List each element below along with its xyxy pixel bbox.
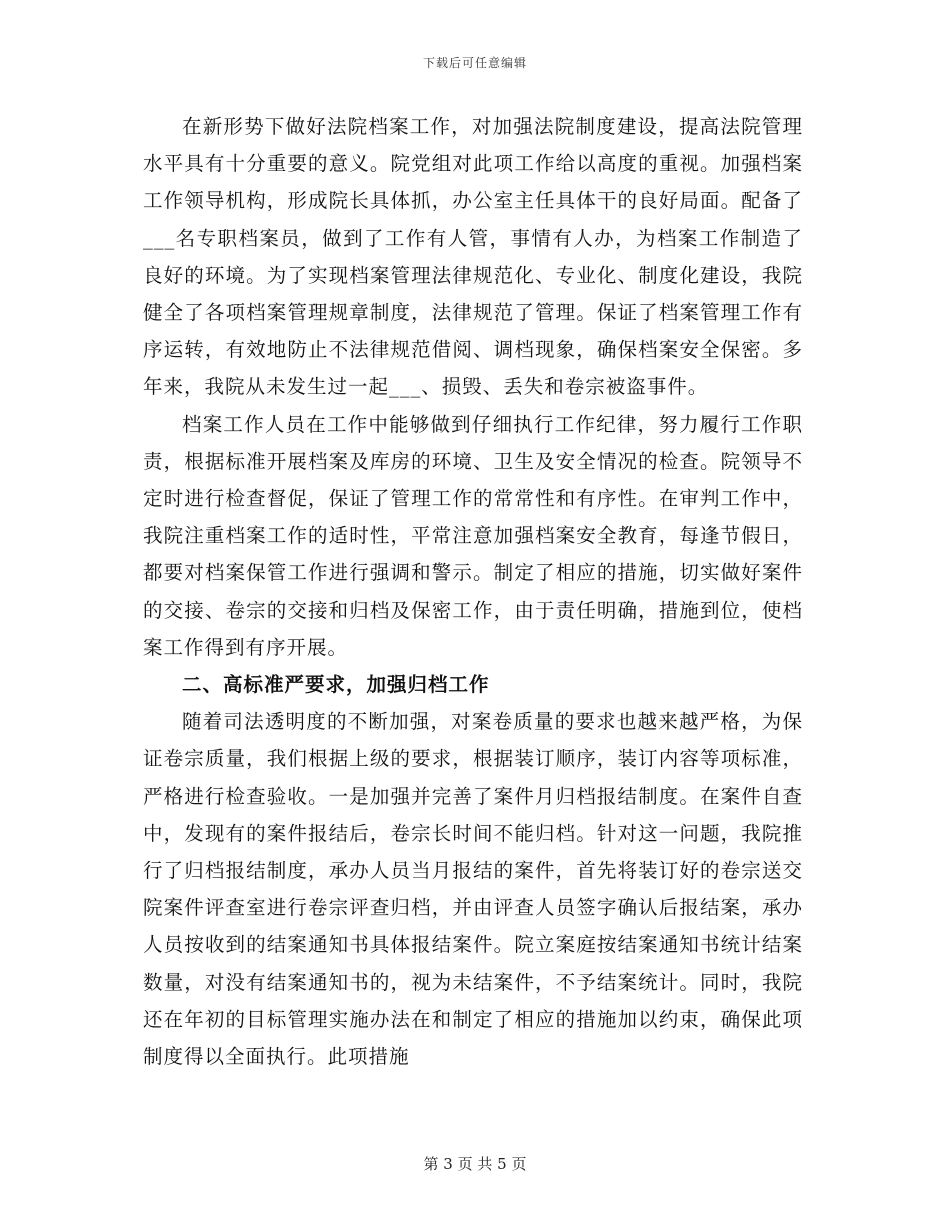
page-number: 第 3 页 共 5 页	[423, 1155, 527, 1173]
section-paragraph-1: 随着司法透明度的不断加强，对案卷质量的要求也越来越严格，为保证卷宗质量，我们根据上级的要求，根据装订顺序，装订内容等项标准，严格进行检查验收。一是加强并完善了案件月归档报结制度。在案件自查中，发现有的案件报结后，卷宗长时间不能归档。针对这一问题，我院推行了归档报结制度，承办人员当月报结的案件，首先将装订好的卷宗送交院案件评查室进行卷宗评查归档，并由评查人员签字确认后报结案，承办人员按收到的结案通知书具体报结案件。院立案庭按结案通知书统计结案数量，对没有结案通知书的，视为未结案件，不予结案统计。同时，我院还在年初的目标管理实施办法在和制定了相应的措施加以约束，确保此项制度得以全面执行。此项措施	[143, 710, 803, 1069]
body-paragraph-1: 在新形势下做好法院档案工作，对加强法院制度建设，提高法院管理水平具有十分重要的意义。院党组对此项工作给以高度的重视。加强档案工作领导机构，形成院长具体抓，办公室主任具体干的良好局面。配备了___名专职档案员，做到了工作有人管，事情有人办，为档案工作制造了良好的环境。为了实现档案管理法律规范化、专业化、制度化建设，我院健全了各项档案管理规章制度，法律规范了管理。保证了档案管理工作有序运转，有效地防止不法律规范借阅、调档现象，确保档案安全保密。多年来，我院从未发生过一起___、损毁、丢失和卷宗被盗事件。	[143, 115, 803, 399]
section-heading: 二、高标准严要求，加强归档工作	[182, 673, 490, 697]
header-note: 下载后可任意编辑	[422, 56, 527, 70]
body-paragraph-2: 档案工作人员在工作中能够做到仔细执行工作纪律，努力履行工作职责，根据标准开展档案及库房的环境、卫生及安全情况的检查。院领导不定时进行检查督促，保证了管理工作的常常性和有序性。在审判工作中，我院注重档案工作的适时性，平常注意加强档案安全教育，每逢节假日，都要对档案保管工作进行强调和警示。制定了相应的措施，切实做好案件的交接、卷宗的交接和归档及保密工作，由于责任明确，措施到位，使档案工作得到有序开展。	[143, 412, 803, 659]
document-body	[143, 108, 803, 1075]
